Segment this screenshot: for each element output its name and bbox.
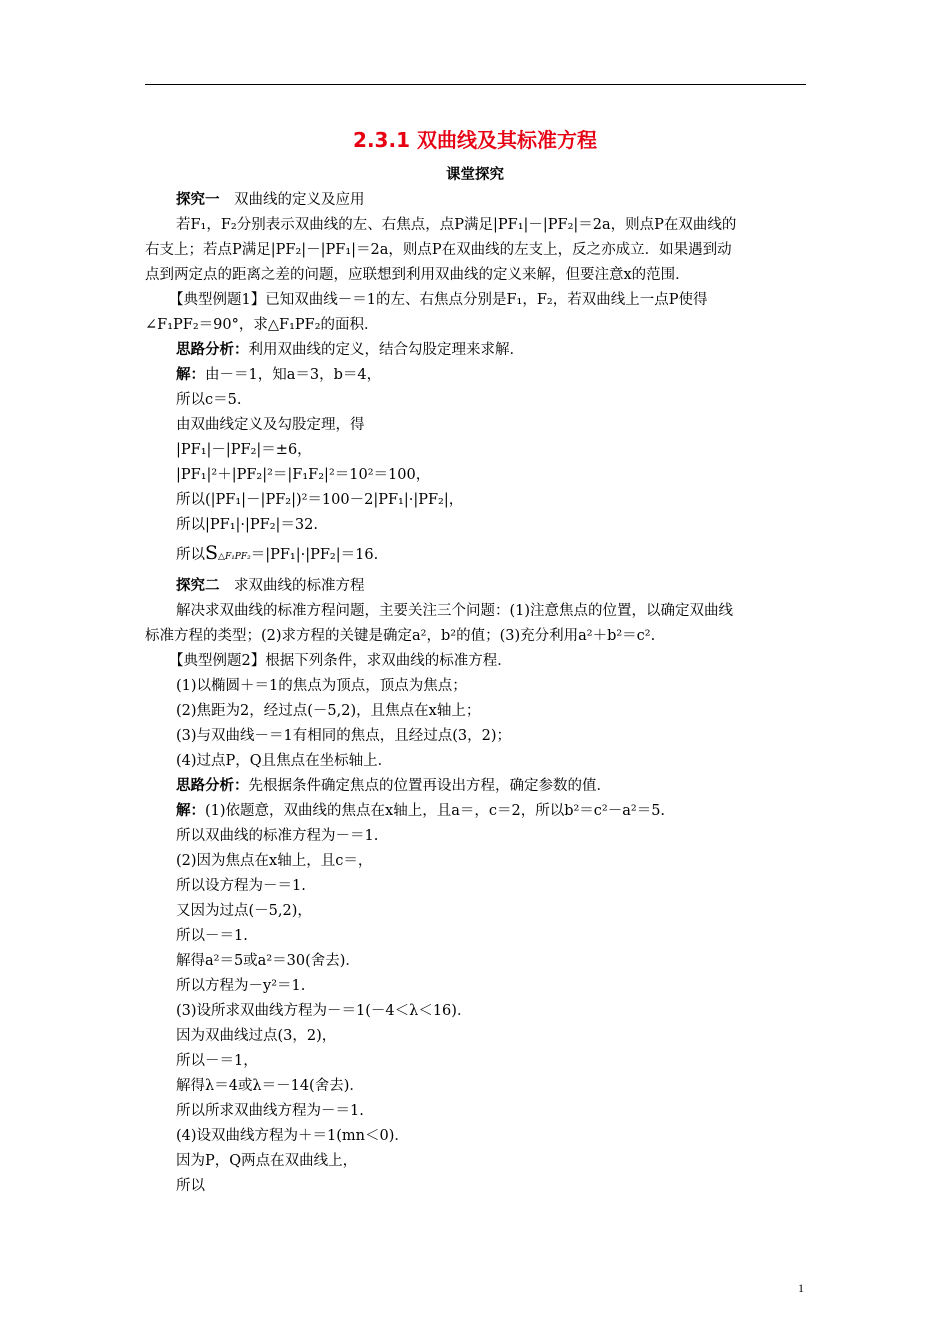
section1-heading: 探究一 xyxy=(176,192,220,208)
area-prefix: 所以 xyxy=(176,547,205,563)
analysis1-line xyxy=(145,338,807,363)
condition-line: (3)与双曲线－＝1有相同的焦点，且经过点(3，2)； xyxy=(176,728,512,744)
section1-heading-text: 双曲线的定义及应用 xyxy=(234,192,365,208)
example2-label: 【典型例题2】 xyxy=(169,653,266,669)
paragraph-line: 若F₁，F₂分别表示双曲线的左、右焦点，点P满足|PF₁|－|PF₂|＝2a，则点P在双曲线的 xyxy=(176,217,737,233)
example1-line: ∠F₁PF₂＝90°，求△F₁PF₂的面积． xyxy=(145,317,379,333)
example2-line xyxy=(145,649,807,674)
paragraph-line: 右支上；若点P满足|PF₂|－|PF₁|＝2a，则点P在双曲线的左支上，反之亦成立．如果遇到动 xyxy=(145,242,732,258)
solution-line: 因为P，Q两点在双曲线上， xyxy=(176,1153,358,1169)
solution-line: 解得λ＝4或λ＝－14(舍去)． xyxy=(176,1078,364,1094)
example1-label: 【典型例题1】 xyxy=(169,292,266,308)
condition-line: (4)过点P，Q且焦点在坐标轴上． xyxy=(176,753,393,769)
solution-line: 由双曲线定义及勾股定理，得 xyxy=(176,417,365,433)
solution-line: 所以－＝1， xyxy=(176,1053,258,1069)
paragraph-line: 标准方程的类型；(2)求方程的关键是确定a²，b²的值；(3)充分利用a²＋b²＝c². xyxy=(145,628,656,644)
example1-text: 已知双曲线－＝1的左、右焦点分别是F₁，F₂，若双曲线上一点P使得 xyxy=(265,292,708,308)
solution-line: 又因为过点(－5,2)， xyxy=(176,903,312,919)
solution-line: (2)因为焦点在x轴上，且c＝， xyxy=(176,853,373,869)
area-symbol: S xyxy=(205,542,219,564)
solution-line: 所以所求双曲线方程为－＝1. xyxy=(176,1103,364,1119)
solution1-text: 由－＝1，知a＝3，b＝4， xyxy=(205,367,382,383)
solution-line: 所以 xyxy=(176,1178,205,1194)
condition-line: (2)焦距为2，经过点(－5,2)，且焦点在x轴上； xyxy=(176,703,481,719)
area-suffix: ＝|PF₁|·|PF₂|＝16. xyxy=(250,547,379,563)
page-subtitle: 课堂探究 xyxy=(446,167,504,183)
solution-line: 因为双曲线过点(3，2)， xyxy=(176,1028,337,1044)
solution-line: |PF₁|²＋|PF₂|²＝|F₁F₂|²＝10²＝100， xyxy=(176,467,431,483)
header-rule xyxy=(145,84,806,85)
page-title: 2.3.1 双曲线及其标准方程 xyxy=(353,128,597,152)
section2-heading-text: 求双曲线的标准方程 xyxy=(234,578,365,594)
solution2-line xyxy=(145,799,807,824)
solution-line: |PF₁|－|PF₂|＝±6， xyxy=(176,442,312,458)
condition-line: (1)以椭圆＋＝1的焦点为顶点，顶点为焦点； xyxy=(176,678,467,694)
example1-line xyxy=(145,288,807,313)
solution-line: 所以c＝5. xyxy=(176,392,242,408)
paragraph-line: 解决求双曲线的标准方程问题，主要关注三个问题：(1)注意焦点的位置，以确定双曲线 xyxy=(176,603,734,619)
solution2-label: 解： xyxy=(176,803,205,819)
example2-text: 根据下列条件，求双曲线的标准方程． xyxy=(265,653,512,669)
section2-heading: 探究二 xyxy=(176,578,220,594)
solution2-text: (1)依题意，双曲线的焦点在x轴上，且a＝，c＝2，所以b²＝c²－a²＝5. xyxy=(205,803,666,819)
solution-line: (4)设双曲线方程为＋＝1(mn＜0)． xyxy=(176,1128,409,1144)
solution-line: (3)设所求双曲线方程为－＝1(－4＜λ＜16)． xyxy=(176,1003,472,1019)
page-number: 1 xyxy=(798,1281,804,1295)
solution-line: 解得a²＝5或a²＝30(舍去)． xyxy=(176,953,360,969)
solution-line: 所以设方程为－＝1. xyxy=(176,878,306,894)
area-formula-line xyxy=(145,538,807,568)
area-subscript: △F₁PF₂ xyxy=(218,552,251,562)
analysis2-label: 思路分析： xyxy=(176,778,249,794)
solution-line: 所以－＝1. xyxy=(176,928,248,944)
document-body xyxy=(145,188,807,1199)
section1-heading-line xyxy=(145,188,807,213)
solution1-line xyxy=(145,363,807,388)
solution-line: 所以(|PF₁|－|PF₂|)²＝100－2|PF₁|·|PF₂|， xyxy=(176,492,464,508)
solution-line: 所以双曲线的标准方程为－＝1. xyxy=(176,828,379,844)
analysis2-text: 先根据条件确定焦点的位置再设出方程，确定参数的值． xyxy=(248,778,611,794)
analysis1-text: 利用双曲线的定义，结合勾股定理来求解． xyxy=(248,342,524,358)
solution1-label: 解： xyxy=(176,367,205,383)
analysis2-line xyxy=(145,774,807,799)
solution-line: 所以方程为－y²＝1. xyxy=(176,978,306,994)
solution-line: 所以|PF₁|·|PF₂|＝32. xyxy=(176,517,318,533)
paragraph-line: 点到两定点的距离之差的问题，应联想到利用双曲线的定义来解，但要注意x的范围． xyxy=(145,267,690,283)
analysis1-label: 思路分析： xyxy=(176,342,249,358)
section2-heading-line xyxy=(145,574,807,599)
